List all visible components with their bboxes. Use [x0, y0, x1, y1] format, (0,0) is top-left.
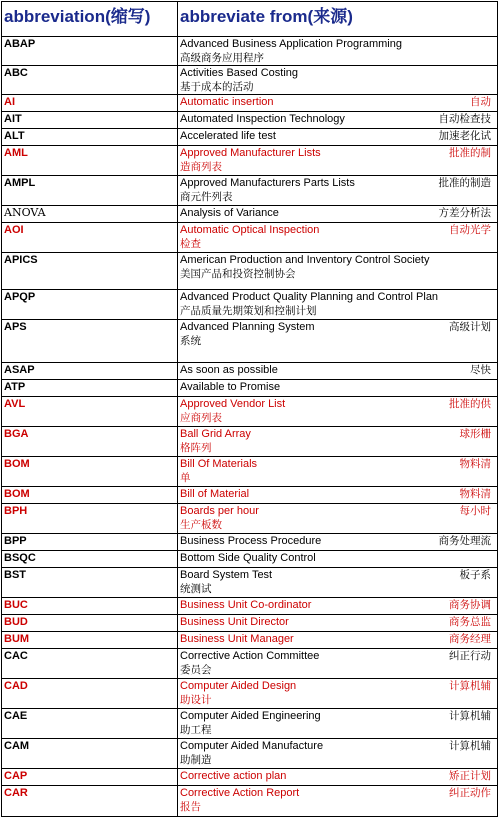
table-row: [2, 290, 498, 320]
chinese-translation: 产品质量先期策划和控制计划: [180, 305, 317, 317]
abbreviation-cell: [2, 112, 178, 129]
table-row: [2, 427, 498, 457]
definition-cell: [178, 568, 498, 598]
table-row: [2, 679, 498, 709]
abbreviation-text: AOI: [4, 224, 24, 236]
abbreviation-text: AIT: [4, 113, 22, 125]
chinese-translation: 物料清: [459, 488, 491, 500]
english-definition: Bill Of Materials: [180, 458, 258, 470]
table-row: [2, 457, 498, 487]
english-definition: Bottom Side Quality Control: [180, 552, 316, 564]
english-definition: Accelerated life test: [180, 130, 276, 142]
abbreviation-text: BSQC: [4, 552, 36, 564]
abbreviation-cell: [2, 380, 178, 397]
chinese-translation-continued: 助制造: [180, 754, 212, 766]
abbreviation-cell: [2, 320, 178, 363]
definition-cell: [178, 129, 498, 146]
english-definition: Corrective Action Report: [180, 787, 300, 799]
abbreviation-cell: [2, 632, 178, 649]
table-row: [2, 253, 498, 290]
definition-cell: [178, 176, 498, 206]
chinese-translation-continued: 造商列表: [180, 161, 222, 173]
table-row: [2, 66, 498, 95]
english-definition: Advanced Planning System: [180, 321, 315, 333]
abbreviation-cell: [2, 709, 178, 739]
abbreviation-text: BUD: [4, 616, 28, 628]
abbreviation-cell: [2, 253, 178, 290]
abbreviation-cell: [2, 37, 178, 66]
definition-cell: [178, 649, 498, 679]
abbreviation-cell: [2, 598, 178, 615]
abbreviation-cell: [2, 95, 178, 112]
abbreviation-cell: [2, 534, 178, 551]
abbreviation-text: APQP: [4, 291, 36, 303]
definition-cell: [178, 598, 498, 615]
abbreviation-text: APICS: [4, 254, 38, 266]
header-row: [2, 2, 498, 37]
abbreviation-cell: [2, 397, 178, 427]
abbreviation-text: CAD: [4, 680, 28, 692]
chinese-translation: 纠正行动: [449, 650, 491, 662]
abbreviation-cell: [2, 146, 178, 176]
table-row: [2, 146, 498, 176]
abbreviation-cell: [2, 504, 178, 534]
abbreviation-text: CAE: [4, 710, 28, 722]
table-row: [2, 37, 498, 66]
table-row: [2, 534, 498, 551]
abbreviation-text: AMPL: [4, 177, 36, 189]
definition-cell: [178, 206, 498, 223]
abbreviation-text: ABC: [4, 67, 28, 79]
abbreviation-text: CAR: [4, 787, 28, 799]
abbreviation-cell: [2, 206, 178, 223]
abbreviation-text: ANOVA: [4, 206, 46, 219]
chinese-translation: 自动光学: [449, 224, 491, 236]
abbreviation-cell: [2, 66, 178, 95]
english-definition: Advanced Product Quality Planning and Control Plan: [180, 291, 439, 303]
abbreviation-text: APS: [4, 321, 27, 333]
chinese-translation: 商务总监: [449, 616, 491, 628]
abbreviation-text: AML: [4, 147, 28, 159]
table-row: [2, 176, 498, 206]
definition-cell: [178, 66, 498, 95]
english-definition: Automatic Optical Inspection: [180, 224, 320, 236]
abbreviation-cell: [2, 487, 178, 504]
table-row: [2, 551, 498, 568]
english-definition: Available to Promise: [180, 381, 281, 393]
chinese-translation: 商务协调: [449, 599, 491, 611]
header-source: abbreviate from(来源): [178, 2, 498, 37]
abbreviation-text: BOM: [4, 488, 30, 500]
abbreviation-text: CAP: [4, 770, 28, 782]
abbreviation-text: BUM: [4, 633, 30, 645]
chinese-translation-continued: 统测试: [180, 583, 212, 595]
table-row: [2, 504, 498, 534]
definition-cell: [178, 397, 498, 427]
english-definition: Boards per hour: [180, 505, 259, 517]
abbreviation-text: ABAP: [4, 38, 36, 50]
abbreviation-cell: [2, 223, 178, 253]
abbreviation-text: BPP: [4, 535, 27, 547]
definition-cell: [178, 632, 498, 649]
chinese-translation: 商务经理: [449, 633, 491, 645]
abbreviation-cell: [2, 568, 178, 598]
chinese-translation: 方差分析法: [438, 207, 491, 219]
definition-cell: [178, 487, 498, 504]
abbreviation-text: BOM: [4, 458, 30, 470]
table-row: [2, 397, 498, 427]
abbreviation-cell: [2, 679, 178, 709]
abbreviation-cell: [2, 739, 178, 769]
table-row: [2, 769, 498, 786]
abbreviation-text: BPH: [4, 505, 28, 517]
abbreviation-cell: [2, 551, 178, 568]
definition-cell: [178, 427, 498, 457]
definition-cell: [178, 551, 498, 568]
abbreviation-text: ATP: [4, 381, 26, 393]
abbreviation-text: AVL: [4, 398, 26, 410]
abbreviation-table: [1, 1, 498, 817]
chinese-translation-continued: 单: [180, 472, 191, 484]
english-definition: Business Unit Director: [180, 616, 289, 628]
english-definition: Board System Test: [180, 569, 273, 581]
table-row: [2, 320, 498, 363]
table-row: [2, 380, 498, 397]
chinese-translation: 加速老化试: [438, 130, 491, 142]
table-row: [2, 112, 498, 129]
definition-cell: [178, 37, 498, 66]
chinese-translation-continued: 助工程: [180, 724, 212, 736]
chinese-translation: 商务处理流: [438, 535, 491, 547]
table-row: [2, 709, 498, 739]
definition-cell: [178, 95, 498, 112]
table-body: [2, 37, 498, 817]
chinese-translation: 计算机辅: [449, 710, 491, 722]
english-definition: Approved Vendor List: [180, 398, 286, 410]
abbreviation-text: BUC: [4, 599, 28, 611]
definition-cell: [178, 320, 498, 363]
chinese-translation: 矫正计划: [449, 770, 491, 782]
english-definition: American Production and Inventory Control Society: [180, 254, 430, 266]
abbreviation-cell: [2, 786, 178, 817]
abbreviation-text: AI: [4, 96, 15, 108]
abbreviation-cell: [2, 176, 178, 206]
chinese-translation: 高级计划: [449, 321, 491, 333]
abbreviation-text: ALT: [4, 130, 25, 142]
abbreviation-cell: [2, 769, 178, 786]
table-row: [2, 786, 498, 817]
abbreviation-cell: [2, 290, 178, 320]
english-definition: Ball Grid Array: [180, 428, 251, 440]
table-row: [2, 487, 498, 504]
chinese-translation: 批准的制造: [438, 177, 491, 189]
table-row: [2, 363, 498, 380]
abbreviation-cell: [2, 649, 178, 679]
english-definition: Automated Inspection Technology: [180, 113, 345, 125]
definition-cell: [178, 253, 498, 290]
definition-cell: [178, 769, 498, 786]
abbreviation-text: BGA: [4, 428, 29, 440]
definition-cell: [178, 504, 498, 534]
english-definition: Approved Manufacturers Parts Lists: [180, 177, 355, 189]
chinese-translation-continued: 检查: [180, 238, 201, 250]
english-definition: Corrective Action Committee: [180, 650, 320, 662]
english-definition: Computer Aided Engineering: [180, 710, 321, 722]
chinese-translation: 高级商务应用程序: [180, 52, 264, 64]
english-definition: Automatic insertion: [180, 96, 274, 108]
chinese-translation: 批准的制: [449, 147, 491, 159]
table-row: [2, 598, 498, 615]
english-definition: Corrective action plan: [180, 770, 287, 782]
definition-cell: [178, 534, 498, 551]
chinese-translation: 每小时: [459, 505, 491, 517]
abbreviation-cell: [2, 457, 178, 487]
chinese-translation: 计算机辅: [449, 680, 491, 692]
chinese-translation: 批准的供: [449, 398, 491, 410]
chinese-translation-continued: 助设计: [180, 694, 212, 706]
abbreviation-cell: [2, 129, 178, 146]
chinese-translation-continued: 委员会: [180, 664, 212, 676]
chinese-translation-continued: 格阵列: [180, 442, 212, 454]
definition-cell: [178, 786, 498, 817]
definition-cell: [178, 380, 498, 397]
abbreviation-text: BST: [4, 569, 26, 581]
table-row: [2, 615, 498, 632]
english-definition: Approved Manufacturer Lists: [180, 147, 321, 159]
abbreviation-cell: [2, 363, 178, 380]
english-definition: Business Unit Co-ordinator: [180, 599, 312, 611]
chinese-translation: 球形栅: [459, 428, 491, 440]
english-definition: As soon as possible: [180, 364, 278, 376]
table-row: [2, 223, 498, 253]
chinese-translation-continued: 应商列表: [180, 412, 222, 424]
chinese-translation: 板子系: [459, 569, 491, 581]
english-definition: Computer Aided Design: [180, 680, 297, 692]
chinese-translation-continued: 商元件列表: [180, 191, 233, 203]
definition-cell: [178, 223, 498, 253]
table-row: [2, 632, 498, 649]
english-definition: Computer Aided Manufacture: [180, 740, 324, 752]
chinese-translation: 美国产品和投资控制协会: [180, 268, 296, 280]
table-row: [2, 568, 498, 598]
definition-cell: [178, 290, 498, 320]
chinese-translation-continued: 生产板数: [180, 519, 222, 531]
abbreviation-cell: [2, 615, 178, 632]
abbreviation-text: ASAP: [4, 364, 35, 376]
definition-cell: [178, 615, 498, 632]
english-definition: Advanced Business Application Programming: [180, 38, 402, 50]
definition-cell: [178, 679, 498, 709]
english-definition: Business Process Procedure: [180, 535, 322, 547]
table-row: [2, 206, 498, 223]
english-definition: Analysis of Variance: [180, 207, 279, 219]
definition-cell: [178, 112, 498, 129]
definition-cell: [178, 739, 498, 769]
chinese-translation-continued: 系统: [180, 335, 201, 347]
header-abbreviation: abbreviation(缩写): [2, 2, 178, 37]
abbreviation-text: CAM: [4, 740, 30, 752]
chinese-translation: 纠正动作: [449, 787, 491, 799]
definition-cell: [178, 709, 498, 739]
chinese-translation-continued: 报告: [180, 801, 201, 813]
chinese-translation: 尽快: [470, 364, 491, 376]
definition-cell: [178, 457, 498, 487]
chinese-translation: 物料清: [459, 458, 491, 470]
table-row: [2, 129, 498, 146]
table-row: [2, 739, 498, 769]
chinese-translation: 自动: [470, 96, 491, 108]
chinese-translation: 自动检查技: [438, 113, 491, 125]
english-definition: Activities Based Costing: [180, 67, 298, 79]
chinese-translation: 基于成本的活动: [180, 81, 254, 93]
abbreviation-cell: [2, 427, 178, 457]
chinese-translation: 计算机辅: [449, 740, 491, 752]
table-row: [2, 649, 498, 679]
table-row: [2, 95, 498, 112]
abbreviation-text: CAC: [4, 650, 28, 662]
definition-cell: [178, 363, 498, 380]
english-definition: Bill of Material: [180, 488, 250, 500]
definition-cell: [178, 146, 498, 176]
english-definition: Business Unit Manager: [180, 633, 294, 645]
